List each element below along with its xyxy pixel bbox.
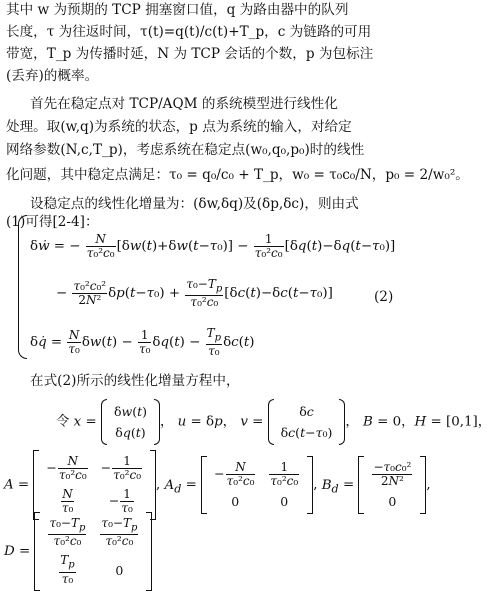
equation-2-line-2: − $\frac{\text{τ₀²c₀²}}{\text{2N²}}$ δp(t−τ₀) + $\frac{\tau_0-T_p}{\text{τ₀²c₀}}$ [δc(t)−δc(t−τ₀)] [56, 277, 333, 310]
paragraph-2-line-3: 网络参数(N,c,T_p)，考虑系统在稳定点(w₀,q₀,p₀)时的线性 [6, 142, 365, 158]
matrix-Bd: $\frac{\text{−τ₀c₀²}}{\text{2N²}}$ 0 [358, 456, 426, 514]
matrix-A: − $\frac{N}{\text{τ₀²c₀}}$ − $\frac{1}{\text{τ₀²c₀}}$ $\frac{N}{\text{τ₀}}$ − $\frac{1}{\text{τ₀}}$ [33, 450, 156, 520]
paragraph-3-line-2: (1)可得[2-4]： [6, 214, 99, 230]
matrix-D-line: D = $\frac{\tau_0-T_p}{\text{τ₀²c₀}}$ $\frac{\tau_0-T_p}{\text{τ₀²c₀}}$ $\frac{T_p}{\text{τ₀}}$ 0 [4, 512, 152, 591]
matrices-A-line: A = − $\frac{N}{\text{τ₀²c₀}}$ − $\frac{1}{\text{τ₀²c₀}}$ $\frac{N}{\text{τ₀}}$ − $\frac{1}{\text{τ₀}}$ , $A_d$ = − $\frac{N}{\text{τ₀²c₀}}$ $\frac{1}{\text{τ₀²c₀}}$ 0 0 , $B_d$ = $\frac{\text{−τ₀c₀²}}{\text{2N²}}$ 0 , [4, 450, 431, 520]
paragraph-1-line-1: 其中 w 为预期的 TCP 拥塞窗口值，q 为路由器中的队列 [6, 2, 349, 18]
paragraph-2-line-2: 处理。取(w,q)为系统的状态，p 点为系统的输入，对给定 [6, 119, 352, 135]
paragraph-3-line-1: 设稳定点的线性化增量为：(δw,δq)及(δp,δc)，则由式 [30, 196, 359, 212]
equation-2-line-3: δq̇ = $\frac{N}{\text{τ₀}}$ δw(t) − $\frac{1}{\text{τ₀}}$ δq(t) − $\frac{T_p}{\text{τ₀}}$ δc(t) [30, 326, 255, 359]
equation-number: (2) [374, 289, 394, 305]
matrix-D: $\frac{\tau_0-T_p}{\text{τ₀²c₀}}$ $\frac{\tau_0-T_p}{\text{τ₀²c₀}}$ $\frac{T_p}{\text{τ₀}}$ 0 [34, 512, 152, 591]
v-vector: δc δc(t−τ₀) [268, 399, 346, 445]
paragraph-2-line-4: 化问题，其中稳定点满足：τ₀ = q₀/c₀ + T_p，w₀ = τ₀c₀/N，p₀ = 2/w₀²。 [6, 167, 469, 183]
paragraph-2-line-1: 首先在稳定点对 TCP/AQM 的系统模型进行线性化 [30, 96, 338, 112]
equation-2-line-1: δẇ = − $\frac{N}{\text{τ₀²c₀}}$ [δw(t)+δw(t−τ₀)] − $\frac{1}{\text{τ₀²c₀}}$ [δq(t)−δq(t−τ₀)] [30, 232, 396, 260]
x-vector: δw(t) δq(t) [101, 399, 160, 445]
equation-system-brace [18, 215, 27, 359]
matrix-Ad: − $\frac{N}{\text{τ₀²c₀}}$ $\frac{1}{\text{τ₀²c₀}}$ 0 0 [201, 456, 313, 514]
paragraph-1-line-3: 带宽，T_p 为传播时延，N 为 TCP 会话的个数，p 为包标注 [6, 46, 374, 62]
paragraph-1-line-4: (丢弃)的概率。 [6, 68, 99, 84]
paragraph-4-line-1: 在式(2)所示的线性化增量方程中， [30, 373, 240, 389]
definitions-line: 令 x = δw(t) δq(t) ， u = δp， v = δc δc(t−τ₀) ， B = 0，H = [0,1]， [56, 399, 491, 445]
paragraph-1-line-2: 长度，τ 为往返时间，τ(t)=q(t)/c(t)+T_p，c 为链路的可用 [6, 24, 372, 40]
